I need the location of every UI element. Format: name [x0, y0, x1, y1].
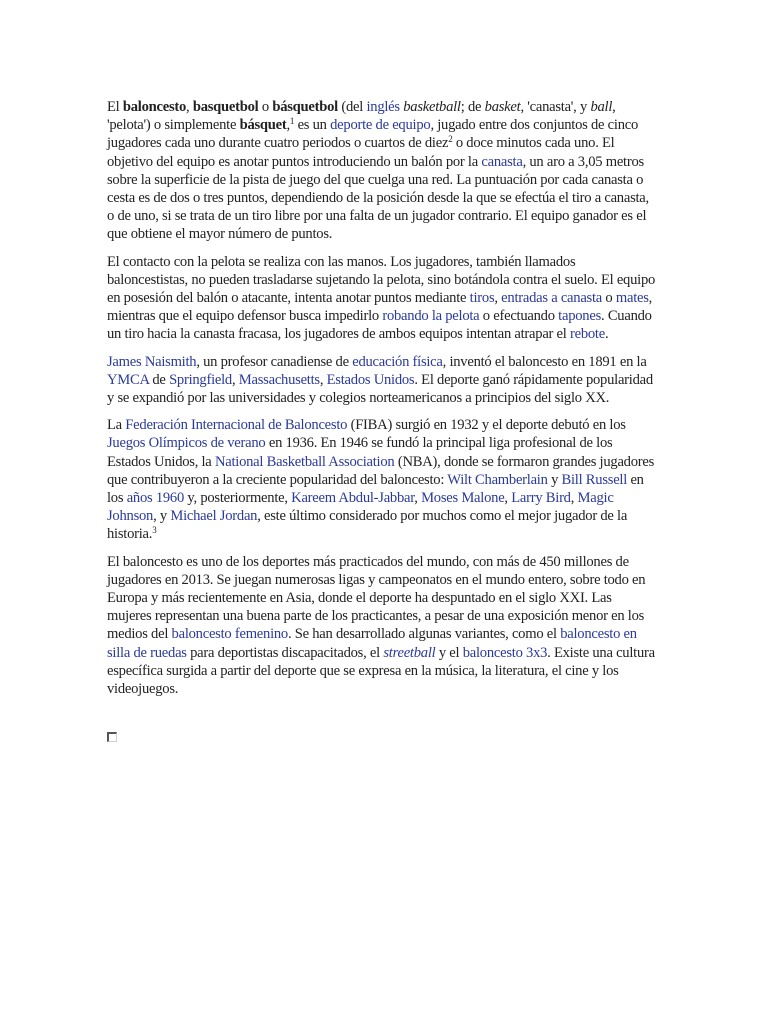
italic-term: ball: [590, 99, 613, 115]
bold-term: básquet: [239, 117, 287, 134]
article-link[interactable]: Magic Johnson: [107, 490, 614, 525]
text-run: El baloncesto es uno de los deportes más practicados del mundo, con más de 450 millones de jugadores en 2013. Se juegan numerosas ligas y campeonatos en el mundo entero, sobre todo en Europa y más recientemente en Asia, donde el deporte ha despuntado en el siglo XXI. Las mujeres representan una buena parte de los practicantes, a pesar de una exposición menor en los medios del: [107, 553, 646, 643]
article-link[interactable]: Moses Malone: [421, 490, 505, 507]
text-run: es un: [294, 117, 331, 134]
text-run: ,: [414, 490, 422, 507]
article-link[interactable]: Larry Bird: [511, 490, 571, 507]
text-run: , mientras que el equipo defensor busca impedirlo: [107, 290, 653, 325]
article-link[interactable]: baloncesto en silla de ruedas: [107, 626, 637, 661]
article-link[interactable]: robando la pelota: [382, 308, 480, 325]
article-link[interactable]: National Basketball Association: [214, 453, 395, 470]
paragraph: [107, 98, 659, 244]
text-run: , este último considerado por muchos como el mejor jugador de la historia.: [107, 508, 628, 543]
text-run: , 'canasta', y: [520, 99, 591, 115]
article-link[interactable]: Kareem Abdul-Jabbar: [291, 490, 415, 507]
text-run: , un aro a 3,05 metros sobre la superficie de la pista de juego del que cuelga una red. La puntuación por cada canasta o cesta es de dos o tres puntos, dependiendo de la posición desde la que se efectúa el tiro a canasta, o de uno, si se trata de un tiro libre por una falta de un jugador contrario. El equipo ganador es el que obtiene el mayor número de puntos.: [107, 153, 649, 243]
text-run: (del: [337, 99, 367, 115]
text-run: ,: [319, 371, 327, 388]
paragraph: [107, 553, 659, 699]
text-run: o: [602, 290, 616, 307]
text-run: , un profesor canadiense de: [196, 353, 353, 370]
text-run: o doce minutos cada uno. El objetivo del equipo es anotar puntos introduciendo un balón por la: [107, 135, 615, 170]
paragraph: [107, 353, 659, 408]
article-link[interactable]: James Naismith: [107, 353, 197, 370]
reference-sup[interactable]: 3: [152, 525, 157, 536]
text-run: El: [107, 99, 123, 115]
text-run: y el: [435, 644, 463, 661]
text-run: ,: [286, 117, 290, 134]
text-run: . El deporte ganó rápidamente popularidad y se expandió por las universidades y colegios norteamericanos a principios del siglo XX.: [107, 371, 653, 407]
text-run: (FIBA) surgió en 1932 y el deporte debutó en los: [347, 417, 626, 434]
text-run: en los: [107, 471, 644, 507]
checkbox-icon[interactable]: [107, 732, 117, 742]
text-run: en 1936. En 1946 se fundó la principal liga profesional de los Estados Unidos, la: [107, 435, 613, 470]
text-run: ,: [504, 490, 512, 507]
text-run: ,: [231, 371, 239, 388]
reference-sup[interactable]: 2: [448, 134, 453, 145]
article-link[interactable]: YMCA: [107, 371, 149, 388]
text-run: , y: [153, 508, 171, 525]
article-link[interactable]: Michael Jordan: [170, 508, 258, 525]
article-link[interactable]: Springfield: [169, 371, 232, 388]
text-run: La: [107, 417, 126, 434]
article-link[interactable]: rebote: [570, 326, 605, 343]
text-run: y, posteriormente,: [184, 490, 292, 507]
paragraph: [107, 253, 659, 344]
text-run: ,: [186, 99, 193, 115]
text-run: El contacto con la pelota se realiza con las manos. Los jugadores, también llamados baloncestistas, no pueden trasladarse sujetando la pelota, sino botándola contra el suelo. El equipo en posesión del balón o atacante, intenta anotar puntos mediante: [107, 253, 656, 307]
text-run: . Cuando un tiro hacia la canasta fracasa, los jugadores de ambos equipos intentan atrapar el: [107, 308, 652, 343]
article-link[interactable]: tapones: [558, 308, 602, 325]
text-run: , 'pelota') o simplemente: [107, 99, 616, 134]
article-body: [107, 98, 659, 707]
article-link[interactable]: años 1960: [126, 490, 185, 507]
text-run: de: [148, 371, 170, 388]
italic-term: basket: [484, 99, 521, 115]
italic-term: basketball: [403, 99, 461, 115]
article-link[interactable]: canasta: [481, 153, 523, 170]
text-run: o efectuando: [479, 308, 559, 325]
article-link[interactable]: Federación Internacional de Baloncesto: [125, 417, 348, 434]
reference-sup[interactable]: 1: [289, 116, 295, 127]
article-link[interactable]: Wilt Chamberlain: [447, 471, 548, 488]
article-link[interactable]: inglés: [366, 99, 400, 115]
article-link[interactable]: baloncesto femenino: [171, 626, 288, 643]
text-run: , inventó el baloncesto en 1891 en la: [442, 353, 647, 370]
article-link[interactable]: streetball: [383, 644, 436, 661]
text-run: . Se han desarrollado algunas variantes, como el: [287, 626, 561, 643]
bold-term: básquetbol: [272, 99, 338, 115]
article-link[interactable]: Massachusetts: [238, 371, 320, 388]
bold-term: basquetbol: [192, 99, 259, 115]
article-link[interactable]: tiros: [469, 290, 495, 307]
article-link[interactable]: Bill Russell: [561, 471, 628, 488]
article-link[interactable]: Estados Unidos: [326, 371, 415, 388]
article-link[interactable]: baloncesto 3x3: [462, 644, 548, 661]
text-run: ; de: [460, 99, 485, 115]
text-run: (NBA), donde se formaron grandes jugadores que contribuyeron a la creciente popularidad del baloncesto:: [107, 453, 655, 488]
text-run: y: [547, 471, 562, 488]
text-run: o: [258, 99, 273, 115]
text-run: .: [604, 326, 609, 343]
article-link[interactable]: mates: [615, 290, 649, 307]
paragraph: [107, 416, 659, 543]
text-run: . Existe una cultura específica surgida a partir del deporte que se expresa en la música, la literatura, el cine y los videojuegos.: [107, 644, 655, 698]
bold-term: baloncesto: [122, 99, 187, 115]
text-run: ,: [570, 490, 578, 507]
article-link[interactable]: educación física: [352, 353, 443, 370]
text-run: ,: [494, 290, 502, 307]
article-link[interactable]: Juegos Olímpicos de verano: [107, 435, 266, 452]
article-link[interactable]: entradas a canasta: [501, 290, 603, 307]
text-run: para deportistas discapacitados, el: [186, 644, 384, 661]
text-run: , jugado entre dos conjuntos de cinco jugadores cada uno durante cuatro periodos o cuartos de diez: [107, 117, 639, 152]
article-link[interactable]: deporte de equipo: [330, 117, 431, 134]
